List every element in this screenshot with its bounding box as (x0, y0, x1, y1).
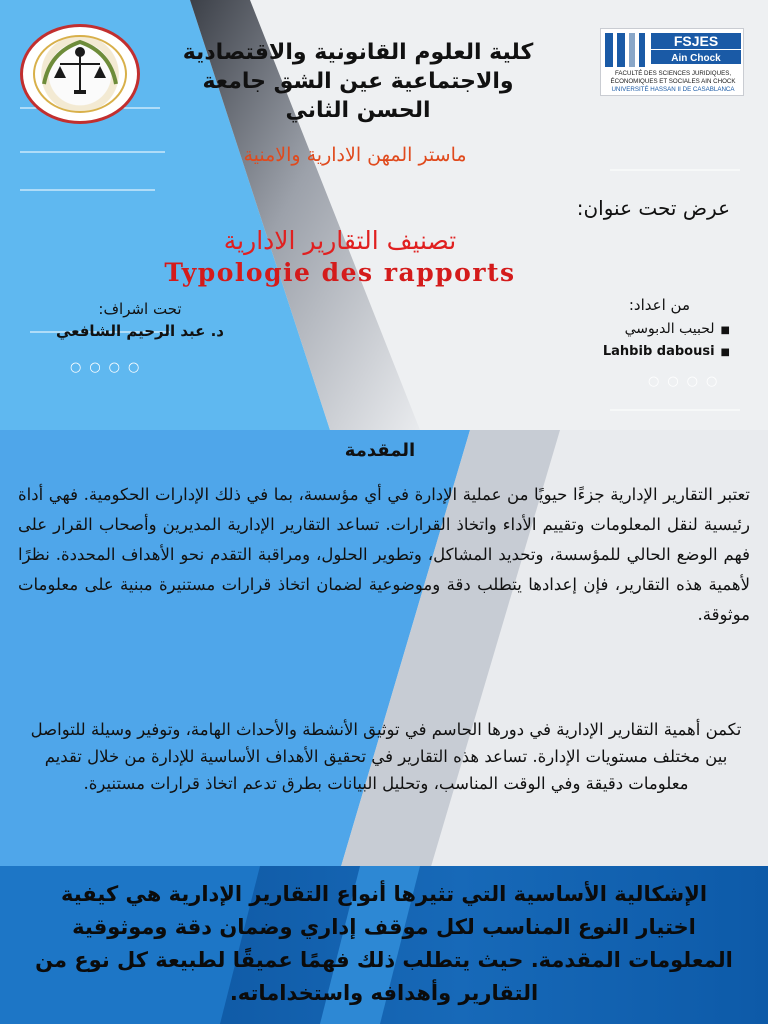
master-program: ماستر المهن الادارية والامنية (243, 144, 467, 166)
faculty-title-line: كلية العلوم القانونية والاقتصادية (182, 40, 534, 65)
introduction-paragraph-1: تعتبر التقارير الإدارية جزءًا حيويًا من عملية الإدارة في أي مؤسسة، بما في ذلك الإدارات الحكومية. فهي أداة رئيسية لنقل المعلومات وتقييم الأداء واتخاذ القرارات. تساعد التقارير الإدارية المديرين وأصحاب القرار على فهم الوضع الحالي للمؤسسة، وتحديد المشاكل، وتطوير الحلول، ومراقبة التقدم نحو الأهداف المحددة. نظرًا لأهمية هذه التقارير، فإن إعدادها يتطلب دقة وموضوعية لضمان اتخاذ قرارات مستنيرة مبنية على معلومات موثوقة. (18, 485, 750, 624)
decorative-dots-left: ○○○○ (70, 360, 148, 375)
decorative-dots-right: ○○○○ (648, 374, 726, 389)
fsjes-line3: UNIVERSITÉ HASSAN II DE CASABLANCA (611, 86, 735, 93)
topic-title-french: Typologie des rapports (164, 258, 516, 287)
author-name-arabic: لحبيب الدبوسي (624, 321, 715, 337)
supervisor-name: د. عبد الرحيم الشافعي (55, 322, 225, 340)
prepared-by-list (510, 318, 730, 362)
supervisor-label: تحت اشراف: (98, 300, 182, 318)
association-logo (20, 24, 140, 124)
introduction-heading: المقدمة (344, 440, 416, 461)
fsjes-logo (600, 28, 744, 96)
list-item (510, 340, 730, 362)
fsjes-acronym: FSJES (673, 33, 719, 49)
bullet-icon: ■ (720, 347, 730, 358)
prepared-by-label: من اعداد: (628, 296, 690, 314)
faculty-title-line: الحسن الثاني (285, 98, 431, 123)
fsjes-campus: Ain Chock (671, 53, 721, 64)
problem-statement: الإشكالية الأساسية التي تثيرها أنواع التقارير الإدارية هي كيفية اختيار النوع المناسب لكل موقف إداري وضمان دقة وموثوقية المعلومات المقدمة. حيث يتطلب ذلك فهمًا عميقًا لطبيعة كل نوع من التقارير وأهدافه واستخداماته. (35, 882, 733, 1005)
fsjes-line1: FACULTÉ DES SCIENCES JURIDIQUES, (614, 70, 732, 77)
author-name-latin: Lahbib dabousi (602, 344, 715, 359)
scales-of-justice-icon (30, 32, 130, 116)
list-item (510, 318, 730, 340)
fsjes-line2: ÉCONOMIQUES ET SOCIALES AIN CHOCK (610, 78, 736, 85)
topic-title-arabic: تصنيف التقارير الادارية (223, 226, 457, 255)
faculty-title (168, 38, 548, 125)
fsjes-emblem-icon (601, 29, 745, 97)
presentation-label: عرض تحت عنوان: (576, 196, 730, 220)
bullet-icon: ■ (720, 325, 730, 336)
faculty-title-line: والاجتماعية عين الشق جامعة (202, 69, 514, 94)
introduction-paragraph-2: تكمن أهمية التقارير الإدارية في دورها الحاسم في توثيق الأنشطة والأحداث الهامة، وتوفير وسيلة للتواصل بين مختلف مستويات الإدارة. تساعد هذه التقارير في تحقيق الأهداف الأساسية للإدارة من خلال تقديم معلومات دقيقة وفي الوقت المناسب، وتحليل البيانات بطرق تدعم اتخاذ قرارات مستنيرة. (30, 720, 742, 793)
